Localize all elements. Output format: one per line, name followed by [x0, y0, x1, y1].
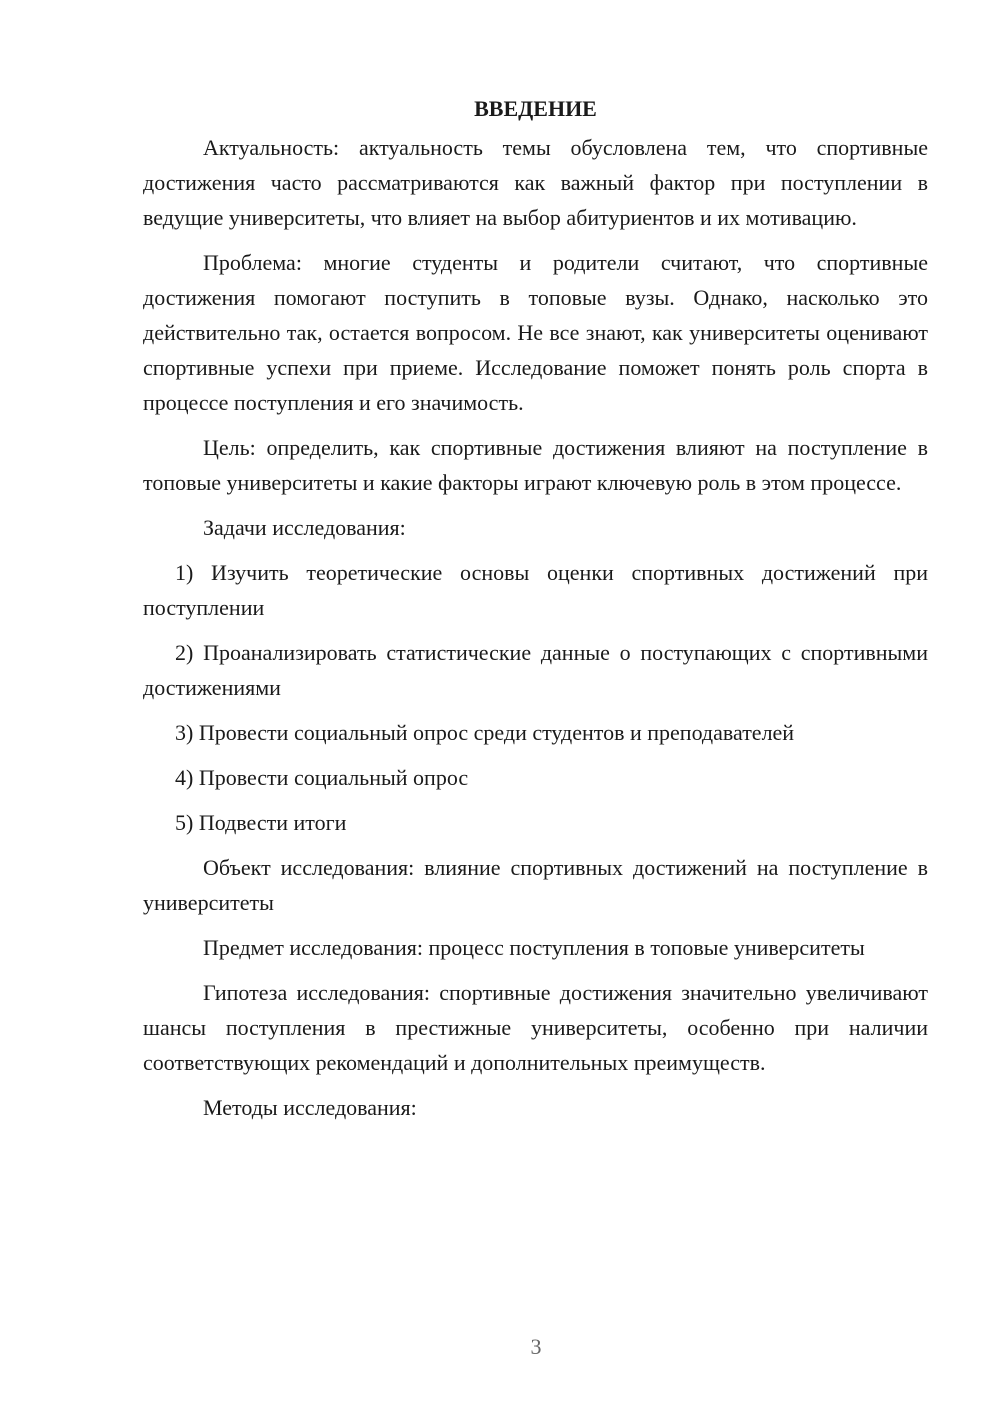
document-page [143, 92, 928, 1125]
problem-paragraph: Проблема: многие студенты и родители считают, что спортивные достижения помогают поступить в топовые вузы. Однако, насколько это действительно так, остается вопросом. Не все знают, как университеты оценивают спортивные успехи при приеме. Исследование поможет понять роль спорта в процессе поступления и его значимость. [143, 250, 928, 415]
task-item-5: 5) Подвести итоги [175, 810, 347, 835]
hypothesis-paragraph: Гипотеза исследования: спортивные достижения значительно увеличивают шансы поступления в престижные университеты, особенно при наличии соответствующих рекомендаций и дополнительных преимуществ. [143, 980, 928, 1075]
tasks-heading: Задачи исследования: [203, 515, 406, 540]
task-item-3: 3) Провести социальный опрос среди студентов и преподавателей [175, 720, 795, 745]
page-number: 3 [530, 1334, 542, 1359]
methods-heading: Методы исследования: [203, 1095, 417, 1120]
goal-paragraph: Цель: определить, как спортивные достижения влияют на поступление в топовые университеты и какие факторы играют ключевую роль в этом процессе. [143, 435, 928, 495]
task-item-4: 4) Провести социальный опрос [175, 765, 469, 790]
subject-paragraph: Предмет исследования: процесс поступления в топовые университеты [203, 935, 865, 960]
object-paragraph: Объект исследования: влияние спортивных достижений на поступление в университеты [143, 855, 928, 915]
relevance-paragraph: Актуальность: актуальность темы обусловлена тем, что спортивные достижения часто рассматриваются как важный фактор при поступлении в ведущие университеты, что влияет на выбор абитуриентов и их мотивацию. [143, 135, 928, 230]
task-item-1: 1) Изучить теоретические основы оценки спортивных достижений при поступлении [143, 560, 928, 620]
task-item-2: 2) Проанализировать статистические данные о поступающих с спортивными достижениями [143, 640, 928, 700]
page-title: ВВЕДЕНИЕ [474, 96, 597, 121]
